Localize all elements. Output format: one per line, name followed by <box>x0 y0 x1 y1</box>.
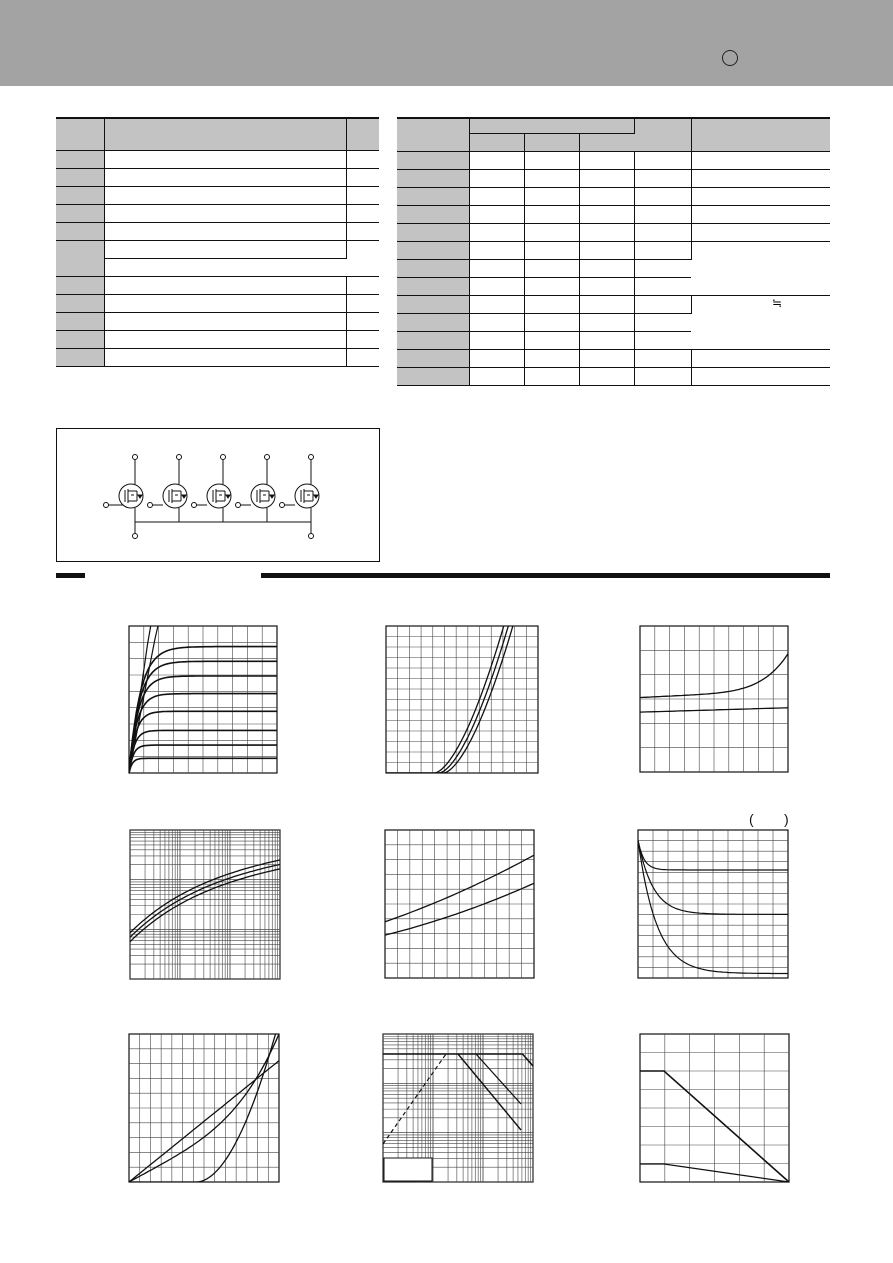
table-row <box>56 204 379 222</box>
rds-limit <box>383 1054 446 1144</box>
table-row <box>397 152 830 170</box>
table-row <box>56 168 379 186</box>
graph-5 <box>385 830 534 978</box>
circuit-diagram <box>57 429 379 561</box>
graph-9 <box>640 1034 789 1182</box>
table-row <box>397 206 830 224</box>
table-row <box>56 294 379 312</box>
data-curve <box>386 623 538 773</box>
graph-4 <box>130 830 280 979</box>
table-row <box>397 296 830 314</box>
graph-2 <box>386 623 538 773</box>
table-row <box>56 150 379 168</box>
characteristics-table <box>397 117 830 386</box>
table-row <box>56 240 379 258</box>
characteristic-curves <box>0 600 893 1200</box>
mosfet-symbol-icon <box>148 455 188 523</box>
graph-7 <box>129 1031 279 1182</box>
ratings-header-symbol <box>56 118 104 150</box>
ratings-header-unit <box>346 118 379 150</box>
ratings-table <box>56 117 379 367</box>
circle-mark-icon <box>722 50 738 66</box>
table-row <box>56 186 379 204</box>
data-curve <box>386 623 538 773</box>
soa-limit <box>458 1054 521 1130</box>
table-row <box>56 348 379 366</box>
table-row <box>56 222 379 240</box>
approx-equal-symbol: ≒ <box>771 296 783 310</box>
data-curve <box>130 864 280 937</box>
unit-bracket-close: ) <box>784 811 789 827</box>
section-bar-right <box>261 573 830 578</box>
ratings-header-ratings <box>104 118 346 150</box>
table-row <box>397 188 830 206</box>
legend-box <box>384 1158 432 1181</box>
table-row <box>56 276 379 294</box>
data-curve <box>386 623 538 773</box>
table-row <box>397 350 830 368</box>
graph-8 <box>383 1034 533 1182</box>
mosfet-symbol-icon <box>236 455 276 523</box>
mosfet-symbol-icon <box>280 455 320 523</box>
graph-6 <box>638 830 788 978</box>
mosfet-symbol-icon <box>192 455 232 523</box>
mosfet-symbol-icon <box>119 455 143 523</box>
unit-bracket-open: ( <box>749 811 754 827</box>
table-row <box>397 170 830 188</box>
header-band <box>0 0 893 86</box>
table-row <box>56 312 379 330</box>
graph-3 <box>640 626 788 772</box>
table-row <box>56 258 379 276</box>
table-row <box>56 330 379 348</box>
equivalent-circuit <box>56 428 380 562</box>
table-row <box>397 224 830 242</box>
table-row <box>397 242 830 260</box>
table-row <box>397 368 830 386</box>
graph-1 <box>129 623 277 773</box>
section-bar-left <box>56 573 85 578</box>
